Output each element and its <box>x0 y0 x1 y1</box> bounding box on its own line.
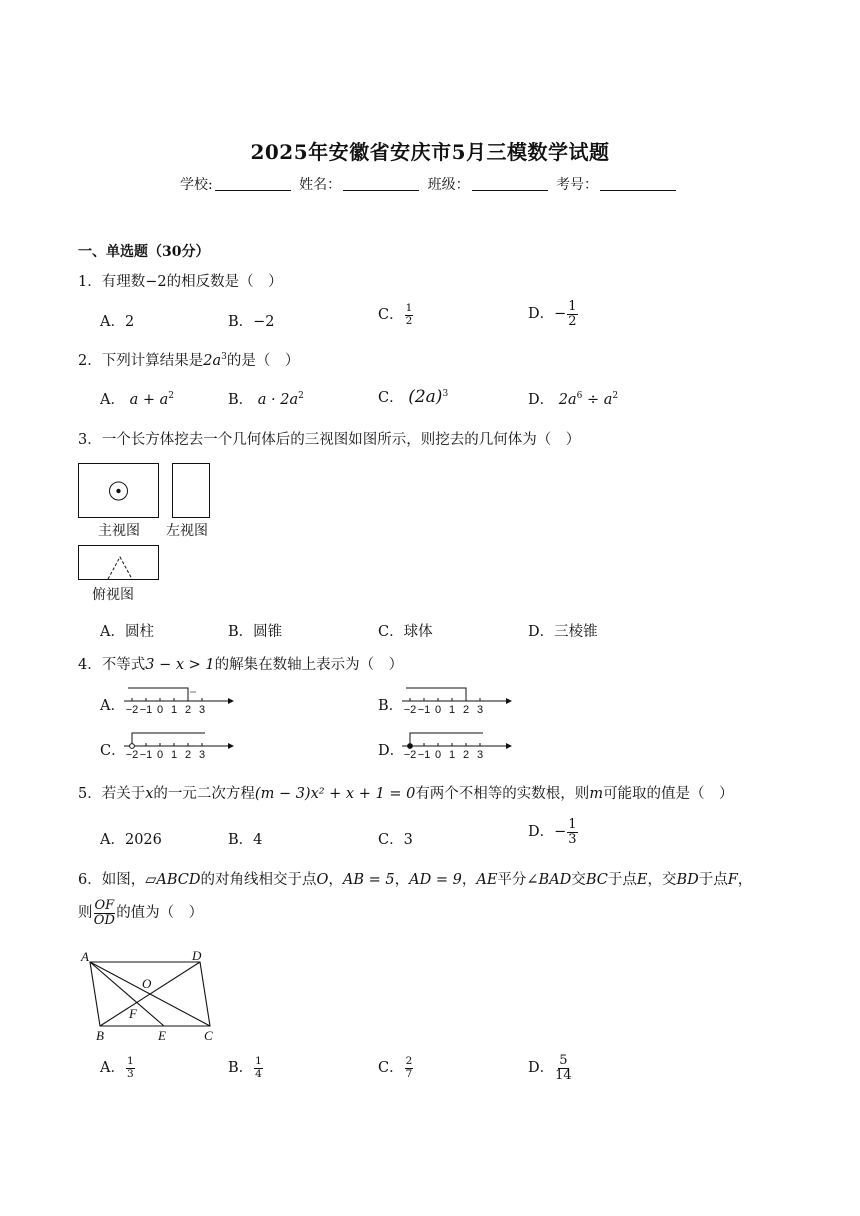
q3-option-c[interactable] <box>378 620 433 641</box>
tick-label: 3 <box>476 704 484 716</box>
q6-text: 的对角线相交于点 <box>200 872 317 888</box>
q2-option-d[interactable] <box>528 388 618 409</box>
q5-text-a: 5．若关于 <box>78 786 146 802</box>
point-label-c: C <box>204 1028 213 1043</box>
fraction <box>567 818 577 846</box>
q1-text-a: 1．有理数 <box>78 274 146 290</box>
q6-text: 平分 <box>497 872 527 888</box>
fraction <box>405 303 414 326</box>
q6-text: 交 <box>571 872 586 888</box>
q6-math: BD <box>676 872 699 888</box>
tick-label: 0 <box>156 704 164 716</box>
q1-text-b: 的相反数是（ ） <box>166 274 283 290</box>
q5-text-b: 的一元二次方程 <box>153 786 255 802</box>
q4-option-a-label[interactable]: A． <box>100 698 125 714</box>
option-label: A． <box>100 314 125 330</box>
question-1-stem <box>78 270 283 291</box>
q1-option-d[interactable] <box>528 300 579 328</box>
denominator: 7 <box>405 1067 413 1080</box>
exponent: 2 <box>612 391 619 401</box>
tick-label: 3 <box>198 704 206 716</box>
q6-math: ∠BAD <box>526 872 572 888</box>
q3-option-d[interactable] <box>528 620 598 641</box>
q4-option-a-number-line[interactable] <box>124 684 234 718</box>
tick-label: −2 <box>125 704 139 716</box>
numerator: 1 <box>405 302 413 315</box>
option-label: D． <box>528 392 555 408</box>
q4-option-c-number-line[interactable] <box>124 729 234 763</box>
q6-text: 交 <box>661 872 677 888</box>
option-label: C． <box>378 390 404 406</box>
axis-arrow <box>506 698 512 704</box>
option-text: 4 <box>253 832 263 848</box>
q4-option-b-number-line[interactable] <box>402 684 512 718</box>
school-blank[interactable] <box>215 176 291 191</box>
q2-option-b[interactable] <box>228 388 304 409</box>
option-label: D． <box>528 306 555 323</box>
q6-math: F <box>727 872 738 888</box>
solution-bracket <box>410 733 483 746</box>
denominator: 2 <box>568 313 577 329</box>
axis-arrow <box>506 743 512 749</box>
axis-arrow <box>228 743 234 749</box>
q6-text: 的值为（ ） <box>116 905 204 922</box>
q6-math: E <box>636 872 648 888</box>
denominator: 3 <box>568 831 577 847</box>
denominator: 3 <box>126 1067 134 1080</box>
exponent: 3 <box>442 389 449 399</box>
option-label: C． <box>378 307 404 323</box>
diagonal-bd <box>100 962 200 1026</box>
option-text: −2 <box>253 314 275 330</box>
front-view-label: 主视图 <box>98 523 140 539</box>
q5-text-c: 有两个不相等的实数根，则 <box>415 786 590 802</box>
exponent: 6 <box>576 391 583 401</box>
q6-math: AE <box>476 872 498 888</box>
top-view-dashed-triangle <box>108 557 132 579</box>
tick-label: 0 <box>434 704 442 716</box>
fraction <box>555 1054 572 1082</box>
q6-text: 于点 <box>698 872 728 888</box>
left-view-label: 左视图 <box>166 523 208 539</box>
q4-text-a: 4．不等式 <box>78 657 146 673</box>
option-label: A． <box>100 624 125 640</box>
option-label: C． <box>378 832 404 848</box>
q5-equation: (m − 3)x² + x + 1 = 0 <box>254 786 416 802</box>
open-endpoint <box>130 744 135 749</box>
option-label: D． <box>528 624 555 640</box>
q1-option-a[interactable] <box>100 310 134 331</box>
tick-label: 1 <box>448 704 456 716</box>
option-label: B． <box>228 832 254 848</box>
front-view-dot <box>116 489 120 493</box>
q5-option-a[interactable] <box>100 828 162 849</box>
numerator: 5 <box>559 1053 568 1068</box>
numerator: 1 <box>568 817 577 832</box>
option-expr: (2a) <box>408 387 443 407</box>
class-blank[interactable] <box>472 176 548 191</box>
exam-no-label: 考号： <box>556 177 599 193</box>
option-label: A． <box>100 392 125 408</box>
tick-label: 0 <box>156 749 164 761</box>
name-blank[interactable] <box>343 176 419 191</box>
closed-endpoint <box>408 744 413 749</box>
denominator: 2 <box>405 314 413 327</box>
q6-math: O <box>316 872 329 888</box>
q1-option-c[interactable] <box>378 303 414 327</box>
tick-label: −2 <box>125 749 139 761</box>
left-view-rect <box>173 464 210 518</box>
exponent: 2 <box>168 391 174 401</box>
q2-option-c[interactable] <box>378 386 448 407</box>
tick-label: 2 <box>462 749 470 761</box>
question-3-stem: 3．一个长方体挖去一个几何体后的三视图如图所示，则挖去的几何体为（ ） <box>78 432 581 448</box>
option-label: D． <box>528 824 555 841</box>
solution-bracket <box>128 688 188 701</box>
q1-value: −2 <box>145 274 167 290</box>
option-text: 球体 <box>403 624 433 640</box>
top-view-rect <box>79 546 159 580</box>
numerator: 1 <box>126 1055 134 1068</box>
tick-label: 2 <box>462 704 470 716</box>
option-expr: 2a <box>558 392 577 408</box>
name-label: 姓名： <box>299 177 342 193</box>
q5-text-d: 可能取的值是（ ） <box>603 786 734 802</box>
tick-label: −1 <box>417 749 431 761</box>
option-expr: ÷ a <box>582 392 613 408</box>
q2-expr: 2a <box>203 353 222 369</box>
q6-text: 则 <box>78 905 93 922</box>
point-label-d: D <box>192 948 202 963</box>
axis-arrow <box>228 698 234 704</box>
q2-option-a[interactable] <box>100 388 174 409</box>
student-info-line <box>0 174 860 194</box>
exponent: 2 <box>298 391 304 401</box>
section-heading: 一、单选题（30分） <box>78 244 210 260</box>
option-label: A． <box>100 832 125 848</box>
option-text: 3 <box>403 832 413 848</box>
fraction <box>94 899 116 927</box>
q2-text-a: 2．下列计算结果是 <box>78 353 204 369</box>
option-label: B． <box>228 624 254 640</box>
solution-bracket <box>406 688 466 701</box>
option-label: B． <box>228 392 254 408</box>
option-text: 三棱锥 <box>554 624 598 640</box>
denominator: OD <box>93 912 115 928</box>
denominator: 4 <box>255 1067 262 1080</box>
minus-sign: − <box>554 306 567 323</box>
tick-label: 0 <box>434 749 442 761</box>
q6-option-b[interactable] <box>228 1056 264 1080</box>
exponent: 3 <box>221 352 227 362</box>
option-label: C． <box>378 1060 404 1076</box>
question-4-stem <box>78 653 403 674</box>
option-expr: a · 2a <box>257 392 299 408</box>
point-label-a: A <box>81 949 89 964</box>
top-view-label: 俯视图 <box>92 587 134 603</box>
q4-option-d-number-line[interactable] <box>402 729 512 763</box>
numerator: 2 <box>405 1055 413 1068</box>
option-label: A． <box>100 1060 125 1076</box>
question-5-stem <box>78 782 734 803</box>
q5-var-x: x <box>145 786 154 802</box>
point-label-o: O <box>142 976 152 991</box>
q4-text-b: 的解集在数轴上表示为（ ） <box>214 657 404 673</box>
tick-label: 1 <box>448 749 456 761</box>
q4-option-d-label[interactable]: D． <box>378 743 405 759</box>
tick-label: 2 <box>184 749 192 761</box>
q5-option-c[interactable] <box>378 828 413 849</box>
option-text: 2026 <box>124 832 162 848</box>
tick-label: 1 <box>170 749 178 761</box>
solution-bracket <box>132 733 205 746</box>
three-view-top <box>78 545 163 585</box>
option-label: D． <box>528 1060 555 1077</box>
q6-math: ▱ABCD <box>145 872 201 888</box>
numerator: 1 <box>568 299 577 314</box>
q6-option-c[interactable] <box>378 1056 414 1080</box>
minus-sign: − <box>554 824 567 841</box>
q4-option-c-label[interactable]: C． <box>100 743 126 759</box>
option-label: B． <box>228 314 254 330</box>
option-label: B． <box>228 1060 254 1076</box>
tick-label: 1 <box>170 704 178 716</box>
q1-option-b[interactable] <box>228 310 275 331</box>
segment-ae <box>90 962 164 1026</box>
fraction <box>254 1056 263 1079</box>
option-text: 圆锥 <box>253 624 283 640</box>
tick-label: −2 <box>403 704 417 716</box>
q3-option-a[interactable] <box>100 620 154 641</box>
tick-label: 3 <box>198 749 206 761</box>
q2-text-b: 的是（ ） <box>226 353 300 369</box>
parallelogram-figure <box>78 948 228 1044</box>
school-label: 学校: <box>179 177 213 193</box>
class-label: 班级： <box>427 177 470 193</box>
q6-math: BC <box>585 872 608 888</box>
q4-option-b-label[interactable]: B． <box>378 698 404 714</box>
q5-option-b[interactable] <box>228 828 262 849</box>
tick-label: 3 <box>476 749 484 761</box>
q4-expr: 3 − x > 1 <box>145 657 215 673</box>
fraction <box>405 1056 414 1079</box>
numerator: 1 <box>255 1055 262 1068</box>
option-label: C． <box>378 624 404 640</box>
denominator: 14 <box>555 1067 572 1083</box>
point-label-e: E <box>158 1028 166 1043</box>
fraction <box>567 300 577 328</box>
question-6-stem: 6．如图，▱ABCD的对角线相交于点O，AB = 5，AD = 9，AE平分∠BAD交BC于点E，交BD于点F， <box>78 872 753 888</box>
q5-var-m: m <box>589 786 604 802</box>
exam-no-blank[interactable] <box>600 176 676 191</box>
tick-label: −2 <box>403 749 417 761</box>
q6-text: 于点 <box>607 872 637 888</box>
tick-label: 2 <box>184 704 192 716</box>
point-label-f: F <box>129 1006 137 1021</box>
tick-label: −1 <box>139 749 153 761</box>
q6-math: AB = 5 <box>342 872 395 888</box>
q6-text: 6．如图， <box>78 872 146 888</box>
q6-option-d[interactable] <box>528 1054 573 1082</box>
fraction <box>126 1056 135 1079</box>
option-expr: a + a <box>129 392 169 408</box>
tick-label: −1 <box>417 704 431 716</box>
page-title: 2025年安徽省安庆市5月三模数学试题 <box>250 140 610 164</box>
option-text: 2 <box>124 314 135 330</box>
q3-option-b[interactable] <box>228 620 282 641</box>
q6-math: AD = 9 <box>409 872 462 888</box>
q6-option-a[interactable] <box>100 1056 136 1080</box>
question-6-stem-line2 <box>78 899 203 927</box>
numerator: OF <box>94 898 115 913</box>
option-text: 圆柱 <box>124 624 154 640</box>
question-2-stem <box>78 349 299 370</box>
tick-label: −1 <box>139 704 153 716</box>
point-label-b: B <box>96 1028 104 1043</box>
q5-option-d[interactable] <box>528 818 579 846</box>
